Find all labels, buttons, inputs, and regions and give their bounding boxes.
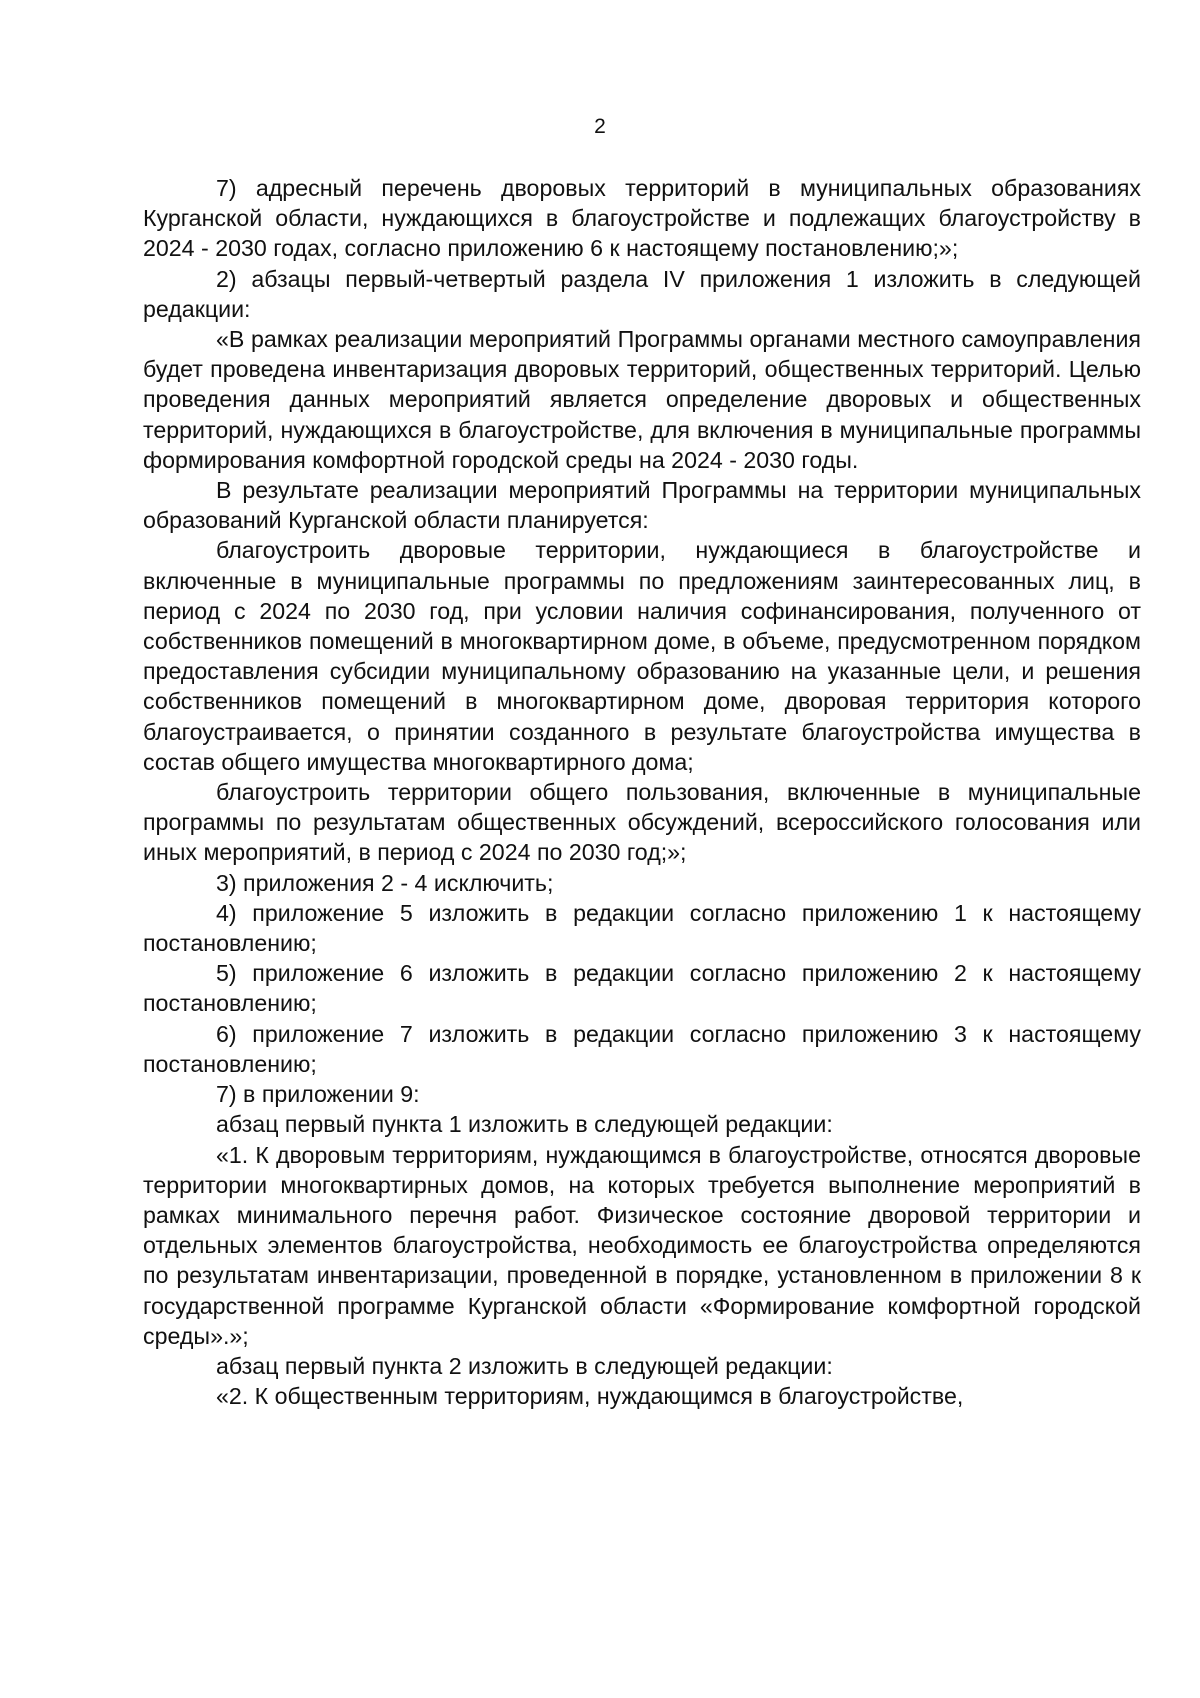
paragraph-quote-inventory: «В рамках реализации мероприятий Программы органами местного самоуправления будет проведена инвентаризация дворовых территорий, общественных территорий. Целью проведения данных мероприятий является определение дворовых и общественных территорий, нуждающихся в благоустройстве, для включения в муниципальные программы формирования комфортной городской среды на 2024 - 2030 годы. — [143, 326, 1141, 473]
paragraph-clause-2-text: «2. К общественным территориям, нуждающимся в благоустройстве, — [216, 1383, 964, 1410]
paragraph-item-4: 4) приложение 5 изложить в редакции согласно приложению 1 к настоящему постановлению; — [143, 899, 1141, 957]
paragraph-item-2-section-iv: 2) абзацы первый-четвертый раздела IV приложения 1 изложить в следующей редакции: — [143, 265, 1141, 322]
page-number: 2 — [594, 115, 606, 138]
document-body — [143, 173, 1141, 1411]
paragraph-yard-territories: благоустроить дворовые территории, нуждающиеся в благоустройстве и включенные в муниципальные программы по предложениям заинтересованных лиц, в период с 2024 по 2030 год, при условии наличия софинансирования, полученного от собственников помещений в многоквартирном доме, в объеме, предусмотренном порядком предоставления субсидии муниципальному образованию на указанные цели, и решения собственников помещений в многоквартирном доме, дворовая территория которого благоустраивается, о принятии созданного в результате благоустройства имущества в состав общего имущества многоквартирного дома; — [143, 537, 1141, 775]
paragraph-public-territories: благоустроить территории общего пользования, включенные в муниципальные программы по результатам общественных обсуждений, всероссийского голосования или иных мероприятий, в период с 2024 по 2030 год;»; — [143, 779, 1141, 866]
paragraph-planned-results: В результате реализации мероприятий Программы на территории муниципальных образований Курганской области планируется: — [143, 477, 1141, 534]
paragraph-item-3: 3) приложения 2 - 4 исключить; — [216, 869, 554, 896]
paragraph-item-6: 6) приложение 7 изложить в редакции согласно приложению 3 к настоящему постановлению; — [143, 1020, 1141, 1077]
paragraph-clause-1-text: «1. К дворовым территориям, нуждающимся в благоустройстве, относятся дворовые территории многоквартирных домов, на которых требуется выполнение мероприятий в рамках минимального перечня работ. Физическое состояние дворовой территории и отдельных элементов благоустройства, необходимость ее благоустройства определяются по результатам инвентаризации, проведенной в порядке, установленном в приложении 8 к государственной программе Курганской области «Формирование комфортной городской среды».»; — [143, 1141, 1141, 1349]
paragraph-item-7-appendix-9: 7) в приложении 9: — [216, 1081, 420, 1108]
paragraph-clause-2-intro: абзац первый пункта 2 изложить в следующей редакции: — [216, 1352, 833, 1379]
paragraph-clause-1-intro: абзац первый пункта 1 изложить в следующей редакции: — [216, 1111, 833, 1138]
paragraph-item-7-address-list: 7) адресный перечень дворовых территорий в муниципальных образованиях Курганской области, нуждающихся в благоустройстве и подлежащих благоустройству в 2024 - 2030 годах, согласно приложению 6 к настоящему постановлению;»; — [143, 175, 1141, 262]
paragraph-item-5: 5) приложение 6 изложить в редакции согласно приложению 2 к настоящему постановлению; — [143, 960, 1141, 1017]
